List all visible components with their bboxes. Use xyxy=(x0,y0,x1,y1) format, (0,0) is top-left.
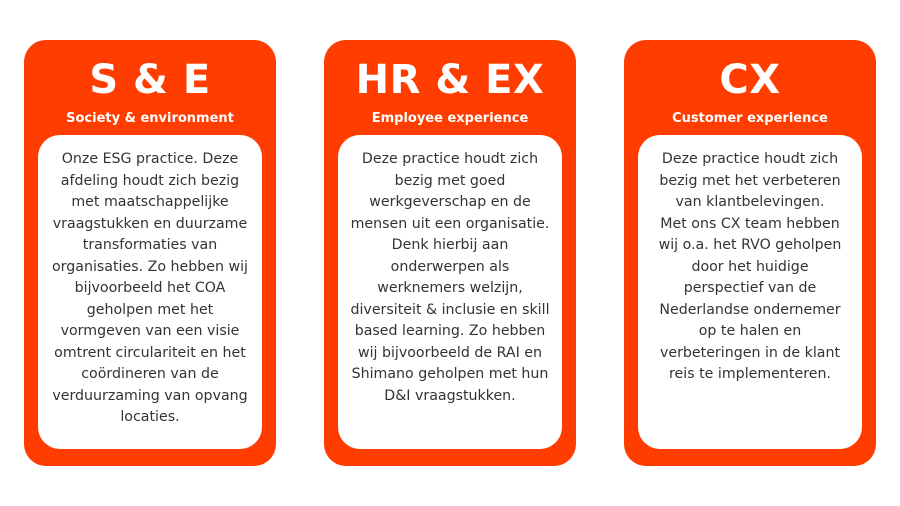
practice-card-customer-experience xyxy=(624,40,876,466)
card-title: S & E xyxy=(89,57,211,103)
card-description-text: Deze practice houdt zich bezig met goed werkgeverschap en de mensen uit een organisatie. Denk hierbij aan onderwerpen als werknemers welzijn, diversiteit & inclusie en skill based learning. Zo hebben wij bijvoorbeeld de RAI en Shimano geholpen met hun D&I vraagstukken. xyxy=(350,151,550,404)
card-description-text-2: Met ons CX team hebben wij o.a. het RVO geholpen door het huidige perspectief van de Nederlandse ondernemer op te halen en verbeteringen in de klant reis te implementeren. xyxy=(658,215,842,382)
card-description-text: Deze practice houdt zich bezig met het verbeteren van klantbelevingen. xyxy=(659,151,841,210)
card-description xyxy=(38,135,262,449)
card-description xyxy=(338,135,562,449)
card-description xyxy=(638,135,862,449)
card-subtitle: Customer experience xyxy=(672,111,828,126)
card-subtitle: Society & environment xyxy=(66,111,234,126)
practice-card-society-environment xyxy=(24,40,276,466)
practice-card-employee-experience xyxy=(324,40,576,466)
card-title: CX xyxy=(719,57,781,103)
card-description-text: Onze ESG practice. Deze afdeling houdt zich bezig met maatschappelijke vraagstukken en duurzame transformaties van organisaties. Zo hebben wij bijvoorbeeld het COA geholpen met het vormgeven van een visie omtrent circulariteit en het coördineren van de verduurzaming van opvang locaties. xyxy=(52,151,248,425)
card-subtitle: Employee experience xyxy=(371,111,529,126)
card-title: HR & EX xyxy=(355,57,545,103)
